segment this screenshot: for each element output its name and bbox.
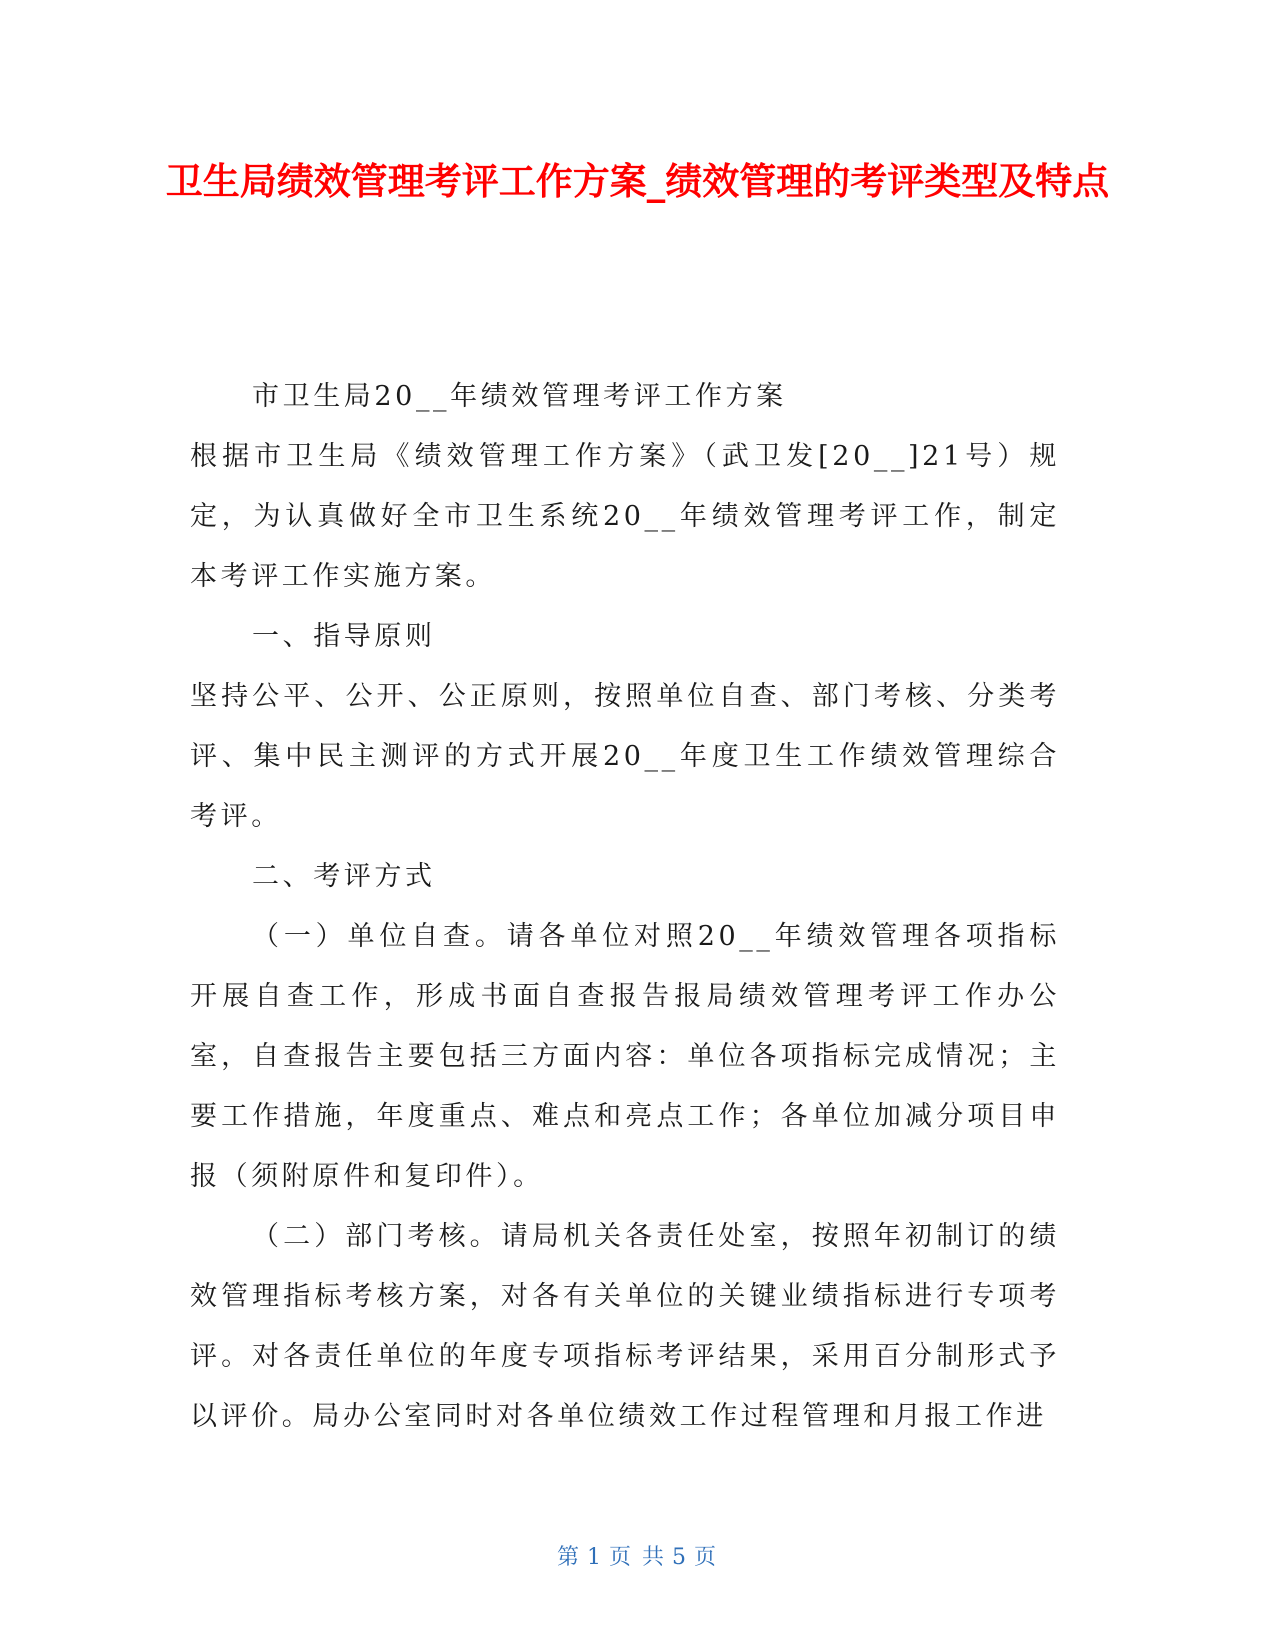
footer-prefix: 第 [556, 1545, 581, 1570]
paragraph-department-assessment: （二）部门考核。请局机关各责任处室，按照年初制订的绩效管理指标考核方案，对各有关单位的关键业绩指标进行专项考评。对各责任单位的年度专项指标考评结果，采用百分制形式予以评价。局办公室同时对各单位绩效工作过程管理和月报工作进 [190, 1221, 1060, 1432]
footer-current-page: 1 [587, 1545, 603, 1570]
section-heading-guiding-principles: 一、指导原则 [252, 621, 436, 652]
footer-middle: 页 共 [609, 1545, 666, 1570]
footer-suffix: 页 [694, 1545, 719, 1570]
page-number-footer [0, 1540, 1275, 1571]
paragraph-self-check: （一）单位自查。请各单位对照20__年绩效管理各项指标开展自查工作，形成书面自查报告报局绩效管理考评工作办公室，自查报告主要包括三方面内容：单位各项指标完成情况；主要工作措施，年度重点、难点和亮点工作；各单位加减分项目申报（须附原件和复印件）。 [190, 921, 1060, 1192]
paragraph-principles: 坚持公平、公开、公正原则，按照单位自查、部门考核、分类考评、集中民主测评的方式开展20__年度卫生工作绩效管理综合考评。 [190, 681, 1060, 832]
section-heading-evaluation-method: 二、考评方式 [252, 861, 436, 892]
paragraph-basis: 根据市卫生局《绩效管理工作方案》（武卫发[20__]21号）规定，为认真做好全市卫生系统20__年绩效管理考评工作，制定本考评工作实施方案。 [190, 441, 1060, 592]
document-body [190, 367, 1060, 1447]
paragraph-plan-heading: 市卫生局20__年绩效管理考评工作方案 [252, 381, 787, 412]
footer-total-pages: 5 [672, 1545, 688, 1570]
document-title: 卫生局绩效管理考评工作方案_绩效管理的考评类型及特点 [165, 160, 1110, 203]
